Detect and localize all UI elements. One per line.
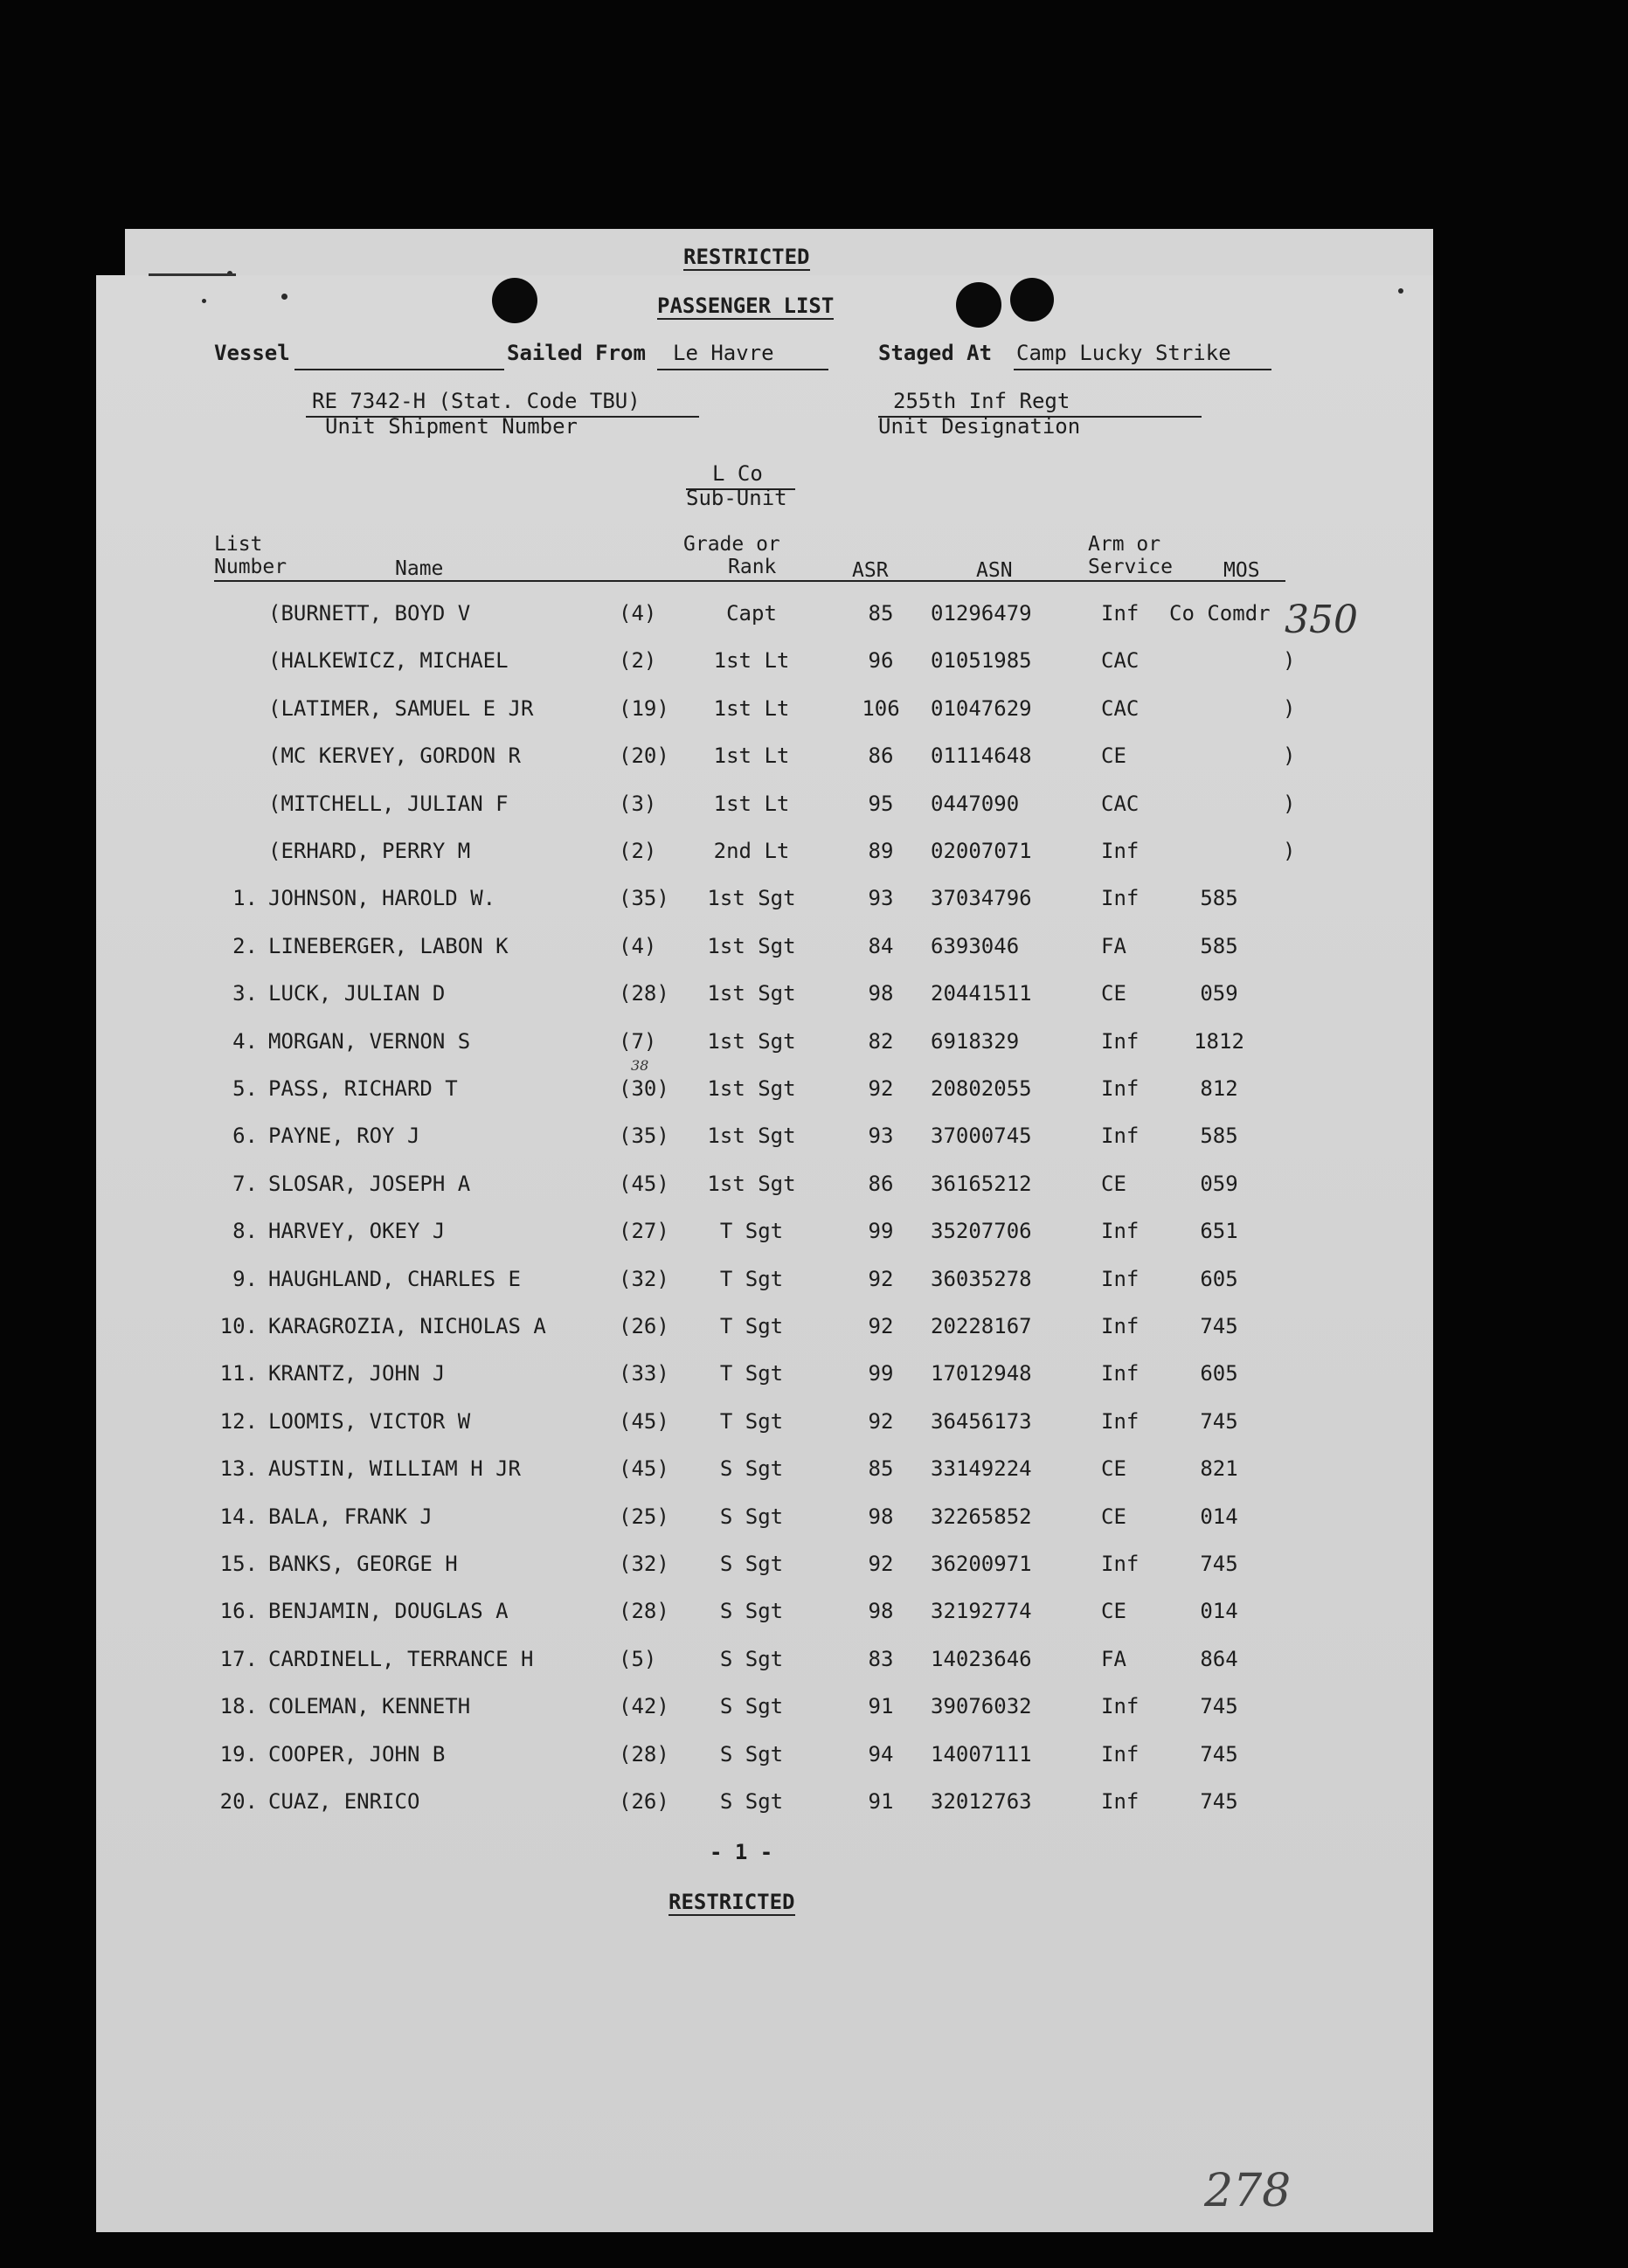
- asn-number: 33149224: [931, 1456, 1032, 1482]
- passenger-name: SLOSAR, JOSEPH A: [268, 1171, 471, 1196]
- arm-service: CE: [1101, 1504, 1126, 1529]
- asr-score: 84: [868, 933, 894, 958]
- age-code: (35): [619, 886, 669, 911]
- arm-service: Inf: [1101, 601, 1140, 626]
- age-code: (27): [619, 1219, 669, 1244]
- table-row: [0, 1789, 1628, 1824]
- mos-code: 585: [1200, 933, 1238, 958]
- grade-rank: 1st Lt: [713, 791, 790, 816]
- arm-service: Inf: [1101, 1789, 1140, 1814]
- table-row: [0, 1504, 1628, 1539]
- asn-number: 35207706: [931, 1219, 1032, 1244]
- sailed-from-underline: [657, 369, 828, 370]
- asr-score: 98: [868, 1504, 894, 1529]
- col-mos: MOS: [1223, 559, 1260, 582]
- sub-unit-label: Sub-Unit: [686, 486, 787, 510]
- passenger-name: KRANTZ, JOHN J: [268, 1361, 446, 1386]
- asr-score: 91: [868, 1789, 894, 1814]
- asr-score: 95: [868, 791, 894, 816]
- table-row: [0, 981, 1628, 1016]
- grade-rank: T Sgt: [719, 1314, 784, 1338]
- grade-rank: T Sgt: [719, 1361, 784, 1386]
- mos-code: 745: [1200, 1741, 1238, 1767]
- grade-rank: 1st Sgt: [707, 933, 796, 958]
- grade-rank: 1st Lt: [713, 648, 790, 674]
- grade-rank: S Sgt: [719, 1504, 784, 1529]
- list-number: 2.: [232, 933, 258, 958]
- mos-code: 745: [1200, 1694, 1238, 1719]
- shipment-number-label: Unit Shipment Number: [325, 414, 578, 439]
- col-arm-1: Arm or: [1088, 533, 1161, 556]
- asn-number: 37034796: [931, 886, 1032, 911]
- table-row: [0, 648, 1628, 683]
- arm-service: Inf: [1101, 839, 1140, 863]
- passenger-name: CARDINELL, TERRANCE H: [268, 1646, 534, 1671]
- arm-service: FA: [1101, 933, 1126, 958]
- asn-number: 14023646: [931, 1646, 1032, 1671]
- handwritten-note-278: 278: [1204, 2165, 1292, 2217]
- asn-number: 01296479: [931, 601, 1032, 626]
- passenger-name: COLEMAN, KENNETH: [268, 1694, 471, 1719]
- asn-number: 6393046: [931, 933, 1020, 958]
- grade-rank: 1st Lt: [713, 743, 790, 769]
- table-row: [0, 1599, 1628, 1634]
- asr-score: 89: [868, 839, 894, 863]
- mos-code: 745: [1200, 1314, 1238, 1338]
- list-number: 5.: [232, 1076, 258, 1101]
- mos-code: 585: [1200, 1124, 1238, 1149]
- passenger-name: (HALKEWICZ, MICHAEL: [268, 648, 509, 674]
- grade-rank: S Sgt: [719, 1789, 784, 1814]
- asn-number: 36035278: [931, 1266, 1032, 1291]
- mos-code: 605: [1200, 1266, 1238, 1291]
- col-grade-2: Rank: [728, 556, 777, 578]
- table-row: [0, 1456, 1628, 1491]
- age-code: (45): [619, 1456, 669, 1482]
- sailed-from-label: Sailed From: [507, 341, 646, 365]
- sailed-from-value: Le Havre: [673, 341, 774, 365]
- handwritten-note-38: 38: [631, 1057, 649, 1074]
- passenger-name: BALA, FRANK J: [268, 1504, 433, 1529]
- passenger-name: (LATIMER, SAMUEL E JR: [268, 695, 534, 721]
- asn-number: 36200971: [931, 1552, 1032, 1576]
- grade-rank: T Sgt: [719, 1219, 784, 1244]
- staged-at-underline: [1014, 369, 1271, 370]
- list-number: 6.: [232, 1124, 258, 1149]
- punch-hole-left: [492, 278, 537, 323]
- table-row: [0, 743, 1628, 778]
- passenger-name: LOOMIS, VICTOR W: [268, 1408, 471, 1434]
- age-code: (26): [619, 1789, 669, 1814]
- age-code: (19): [619, 695, 669, 721]
- column-header-rule: [214, 580, 1285, 582]
- arm-service: Inf: [1101, 1219, 1140, 1244]
- grade-rank: S Sgt: [719, 1694, 784, 1719]
- table-row: [0, 1124, 1628, 1158]
- mos-code: 745: [1200, 1408, 1238, 1434]
- table-row: [0, 1076, 1628, 1111]
- list-number: 11.: [219, 1361, 258, 1386]
- staged-at-value: Camp Lucky Strike: [1016, 341, 1231, 365]
- age-code: (28): [619, 1741, 669, 1767]
- asr-score: 92: [868, 1076, 894, 1101]
- col-grade-1: Grade or: [683, 533, 780, 556]
- asn-number: 01047629: [931, 695, 1032, 721]
- speck-mark: [202, 299, 206, 303]
- grade-rank: S Sgt: [719, 1741, 784, 1767]
- mos-code: 059: [1200, 981, 1238, 1006]
- grade-rank: S Sgt: [719, 1599, 784, 1624]
- handwritten-note-350: 350: [1285, 598, 1358, 642]
- table-row: [0, 1742, 1628, 1777]
- asr-score: 86: [868, 743, 894, 769]
- top-left-scratch: [149, 273, 236, 276]
- passenger-name: LINEBERGER, LABON K: [268, 933, 509, 958]
- list-number: 17.: [219, 1646, 258, 1671]
- grade-rank: 2nd Lt: [713, 839, 790, 863]
- mos-code: 014: [1200, 1504, 1238, 1529]
- age-code: (32): [619, 1266, 669, 1291]
- asr-score: 92: [868, 1552, 894, 1576]
- arm-service: Inf: [1101, 1552, 1140, 1576]
- list-number: 13.: [219, 1456, 258, 1482]
- passenger-name: JOHNSON, HAROLD W.: [268, 886, 496, 911]
- grade-rank: 1st Lt: [713, 695, 790, 721]
- bracket-mark: ): [1283, 695, 1296, 721]
- table-row: [0, 601, 1628, 636]
- list-number: 15.: [219, 1552, 258, 1576]
- table-row: [0, 696, 1628, 731]
- asr-score: 92: [868, 1314, 894, 1338]
- arm-service: CAC: [1101, 695, 1140, 721]
- vessel-label: Vessel: [214, 341, 290, 365]
- asr-score: 96: [868, 648, 894, 674]
- grade-rank: S Sgt: [719, 1552, 784, 1576]
- col-name: Name: [395, 557, 444, 580]
- age-code: (28): [619, 981, 669, 1006]
- arm-service: Inf: [1101, 1314, 1140, 1338]
- asr-score: 85: [868, 1456, 894, 1482]
- age-code: (5): [619, 1646, 657, 1671]
- table-row: [0, 1314, 1628, 1349]
- bracket-mark: ): [1283, 648, 1296, 674]
- passenger-name: (MITCHELL, JULIAN F: [268, 791, 509, 816]
- arm-service: Inf: [1101, 1361, 1140, 1386]
- list-number: 14.: [219, 1504, 258, 1529]
- mos-code: 821: [1200, 1456, 1238, 1482]
- grade-rank: 1st Sgt: [707, 1028, 796, 1054]
- table-row: [0, 886, 1628, 921]
- asn-number: 14007111: [931, 1741, 1032, 1767]
- arm-service: FA: [1101, 1646, 1126, 1671]
- grade-rank: T Sgt: [719, 1266, 784, 1291]
- age-code: (25): [619, 1504, 669, 1529]
- passenger-name: COOPER, JOHN B: [268, 1741, 446, 1767]
- grade-rank: T Sgt: [719, 1408, 784, 1434]
- asr-score: 92: [868, 1408, 894, 1434]
- mos-code: 059: [1200, 1171, 1238, 1196]
- asr-score: 85: [868, 601, 894, 626]
- table-row: [0, 934, 1628, 969]
- asn-number: 01114648: [931, 743, 1032, 769]
- mos-code: 745: [1200, 1789, 1238, 1814]
- passenger-name: MORGAN, VERNON S: [268, 1028, 471, 1054]
- arm-service: Inf: [1101, 1408, 1140, 1434]
- table-row: [0, 839, 1628, 874]
- asn-number: 39076032: [931, 1694, 1032, 1719]
- asn-number: 20802055: [931, 1076, 1032, 1101]
- passenger-name: BENJAMIN, DOUGLAS A: [268, 1599, 509, 1624]
- table-row: [0, 1267, 1628, 1302]
- list-number: 12.: [219, 1408, 258, 1434]
- table-row: [0, 1172, 1628, 1207]
- table-row: [0, 1409, 1628, 1444]
- asn-number: 17012948: [931, 1361, 1032, 1386]
- punch-hole-right-2: [1010, 278, 1054, 322]
- passenger-name: HAUGHLAND, CHARLES E: [268, 1266, 521, 1291]
- passenger-name: LUCK, JULIAN D: [268, 981, 446, 1006]
- arm-service: CAC: [1101, 791, 1140, 816]
- age-code: (32): [619, 1552, 669, 1576]
- mos-code: 1812: [1194, 1028, 1244, 1054]
- age-code: (45): [619, 1171, 669, 1196]
- asr-score: 82: [868, 1028, 894, 1054]
- age-code: (4): [619, 933, 657, 958]
- table-row: [0, 1219, 1628, 1254]
- speck-mark: [1398, 288, 1403, 294]
- passenger-name: PAYNE, ROY J: [268, 1124, 420, 1149]
- table-row: [0, 792, 1628, 826]
- asr-score: 91: [868, 1694, 894, 1719]
- arm-service: CE: [1101, 1599, 1126, 1624]
- grade-rank: 1st Sgt: [707, 1076, 796, 1101]
- age-code: (26): [619, 1314, 669, 1338]
- asr-score: 98: [868, 981, 894, 1006]
- vessel-underline: [294, 369, 504, 370]
- passenger-name: AUSTIN, WILLIAM H JR: [268, 1456, 521, 1482]
- arm-service: Inf: [1101, 1076, 1140, 1101]
- arm-service: CE: [1101, 1171, 1126, 1196]
- arm-service: CE: [1101, 1456, 1126, 1482]
- asn-number: 6918329: [931, 1028, 1020, 1054]
- mos-code: 651: [1200, 1219, 1238, 1244]
- bracket-mark: ): [1283, 791, 1296, 816]
- asn-number: 32265852: [931, 1504, 1032, 1529]
- arm-service: Inf: [1101, 1124, 1140, 1149]
- list-number: 8.: [232, 1219, 258, 1244]
- asr-score: 94: [868, 1741, 894, 1767]
- age-code: (35): [619, 1124, 669, 1149]
- passenger-name: HARVEY, OKEY J: [268, 1219, 446, 1244]
- shipment-number-value: RE 7342-H (Stat. Code TBU): [312, 389, 641, 413]
- asr-score: 93: [868, 1124, 894, 1149]
- grade-rank: 1st Sgt: [707, 981, 796, 1006]
- age-code: (28): [619, 1599, 669, 1624]
- staged-at-label: Staged At: [878, 341, 993, 365]
- unit-designation-value: 255th Inf Regt: [893, 389, 1070, 413]
- table-row: [0, 1361, 1628, 1396]
- asn-number: 20228167: [931, 1314, 1032, 1338]
- asr-score: 93: [868, 886, 894, 911]
- table-row: [0, 1029, 1628, 1064]
- col-list-number-1: List: [214, 533, 263, 556]
- list-number: 20.: [219, 1789, 258, 1814]
- mos-code: 745: [1200, 1552, 1238, 1576]
- mos-code: 864: [1200, 1646, 1238, 1671]
- age-code: (33): [619, 1361, 669, 1386]
- asn-number: 36456173: [931, 1408, 1032, 1434]
- speck-mark: [281, 294, 287, 300]
- arm-service: Inf: [1101, 1694, 1140, 1719]
- mos-code: 585: [1200, 886, 1238, 911]
- arm-service: Inf: [1101, 886, 1140, 911]
- passenger-name: (BURNETT, BOYD V: [268, 601, 471, 626]
- age-code: (4): [619, 601, 657, 626]
- list-number: 7.: [232, 1171, 258, 1196]
- table-row: [0, 1694, 1628, 1729]
- list-number: 3.: [232, 981, 258, 1006]
- asn-number: 20441511: [931, 981, 1032, 1006]
- bracket-mark: ): [1283, 743, 1296, 769]
- age-code: (20): [619, 743, 669, 769]
- top-restricted-stamp: RESTRICTED: [683, 245, 810, 269]
- mos-code: 812: [1200, 1076, 1238, 1101]
- asn-number: 32012763: [931, 1789, 1032, 1814]
- asr-score: 86: [868, 1171, 894, 1196]
- asn-number: 36165212: [931, 1171, 1032, 1196]
- asr-score: 99: [868, 1219, 894, 1244]
- passenger-name: PASS, RICHARD T: [268, 1076, 458, 1101]
- asn-number: 01051985: [931, 648, 1032, 674]
- asn-number: 0447090: [931, 791, 1020, 816]
- grade-rank: Capt: [726, 601, 777, 626]
- asn-number: 37000745: [931, 1124, 1032, 1149]
- col-arm-2: Service: [1088, 556, 1173, 578]
- page-number: - 1 -: [710, 1840, 773, 1864]
- age-code: (42): [619, 1694, 669, 1719]
- table-row: [0, 1647, 1628, 1682]
- list-number: 9.: [232, 1266, 258, 1291]
- passenger-name: CUAZ, ENRICO: [268, 1789, 420, 1814]
- unit-designation-label: Unit Designation: [878, 414, 1081, 439]
- mos-code: Co Comdr: [1169, 601, 1271, 626]
- asr-score: 92: [868, 1266, 894, 1291]
- grade-rank: 1st Sgt: [707, 886, 796, 911]
- passenger-name: KARAGROZIA, NICHOLAS A: [268, 1314, 546, 1338]
- col-asr: ASR: [852, 559, 889, 582]
- grade-rank: 1st Sgt: [707, 1171, 796, 1196]
- asr-score: 98: [868, 1599, 894, 1624]
- document-title: PASSENGER LIST: [657, 294, 835, 318]
- bracket-mark: ): [1283, 839, 1296, 863]
- table-row: [0, 1552, 1628, 1587]
- age-code: (3): [619, 791, 657, 816]
- age-code: (30): [619, 1076, 669, 1101]
- arm-service: CAC: [1101, 648, 1140, 674]
- list-number: 10.: [219, 1314, 258, 1338]
- arm-service: CE: [1101, 743, 1126, 769]
- asn-number: 02007071: [931, 839, 1032, 863]
- mos-code: 605: [1200, 1361, 1238, 1386]
- age-code: (2): [619, 648, 657, 674]
- asr-score: 106: [862, 695, 900, 721]
- arm-service: Inf: [1101, 1741, 1140, 1767]
- sub-unit-value: L Co: [712, 461, 763, 486]
- bottom-restricted-stamp: RESTRICTED: [669, 1890, 795, 1914]
- asn-number: 32192774: [931, 1599, 1032, 1624]
- arm-service: Inf: [1101, 1028, 1140, 1054]
- arm-service: CE: [1101, 981, 1126, 1006]
- punch-hole-right-1: [956, 282, 1001, 328]
- asr-score: 99: [868, 1361, 894, 1386]
- age-code: (45): [619, 1408, 669, 1434]
- list-number: 19.: [219, 1741, 258, 1767]
- passenger-name: (MC KERVEY, GORDON R: [268, 743, 521, 769]
- grade-rank: S Sgt: [719, 1456, 784, 1482]
- passenger-name: BANKS, GEORGE H: [268, 1552, 458, 1576]
- passenger-name: (ERHARD, PERRY M: [268, 839, 471, 863]
- col-asn: ASN: [976, 559, 1013, 582]
- list-number: 4.: [232, 1028, 258, 1054]
- grade-rank: 1st Sgt: [707, 1124, 796, 1149]
- age-code: (2): [619, 839, 657, 863]
- grade-rank: S Sgt: [719, 1646, 784, 1671]
- arm-service: Inf: [1101, 1266, 1140, 1291]
- mos-code: 014: [1200, 1599, 1238, 1624]
- age-code: (7): [619, 1028, 657, 1054]
- col-list-number-2: Number: [214, 556, 287, 578]
- list-number: 1.: [232, 886, 258, 911]
- asr-score: 83: [868, 1646, 894, 1671]
- list-number: 18.: [219, 1694, 258, 1719]
- list-number: 16.: [219, 1599, 258, 1624]
